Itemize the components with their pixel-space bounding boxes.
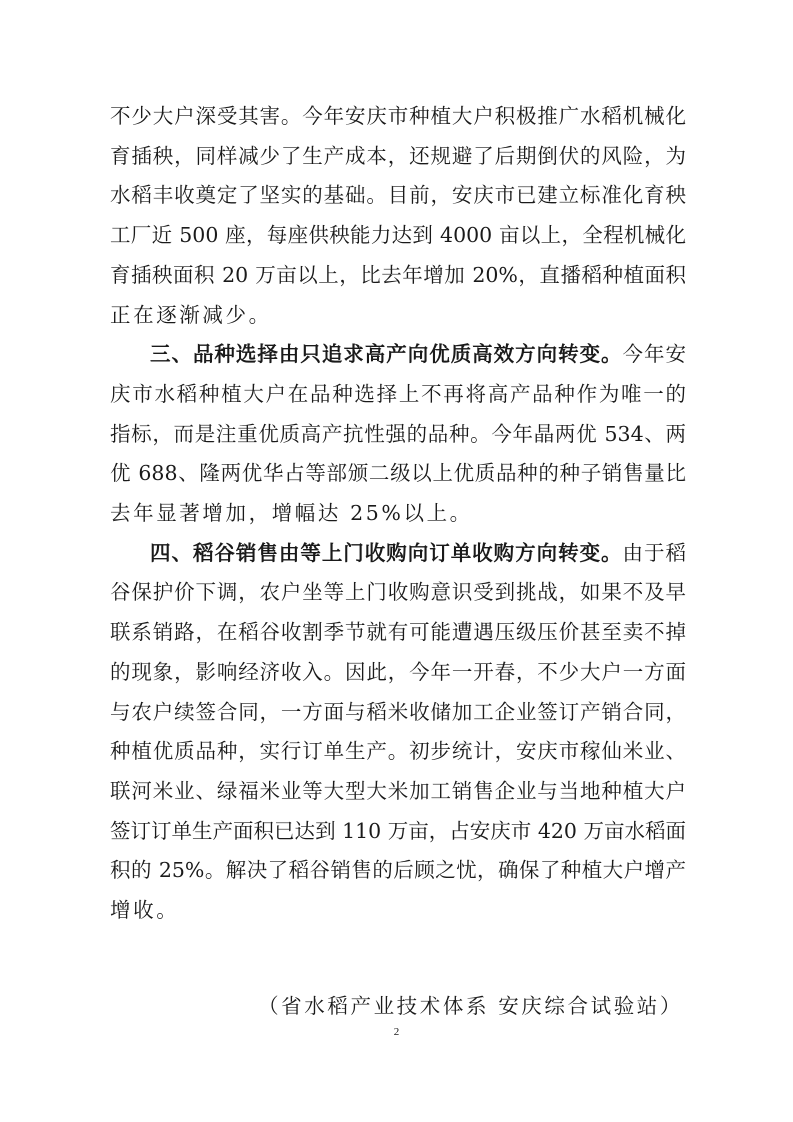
- paragraph-line: 与农户续签合同，一方面与稻米收储加工企业签订产销合同，: [110, 699, 686, 724]
- paragraph-line: 指标，而是注重优质高产抗性强的品种。今年晶两优 534、两: [110, 421, 686, 446]
- paragraph-line: 联系销路，在稻谷收割季节就有可能遭遇压级压价甚至卖不掉: [110, 620, 686, 645]
- paragraph-line: 谷保护价下调，农户坐等上门收购意识受到挑战，如果不及早: [110, 580, 686, 605]
- paragraph-line: 育插秧，同样减少了生产成本，还规避了后期倒伏的风险，为: [110, 143, 686, 168]
- paragraph-line: 的现象，影响经济收入。因此，今年一开春，不少大户一方面: [110, 659, 686, 684]
- paragraph-line: 签订订单生产面积已达到 110 万亩，占安庆市 420 万亩水稻面: [110, 818, 686, 843]
- section-3-heading: 三、品种选择由只追求高产向优质高效方向转变。: [150, 342, 623, 367]
- paragraph-line: 水稻丰收奠定了坚实的基础。目前，安庆市已建立标准化育秧: [110, 183, 686, 208]
- paragraph-line: 种植优质品种，实行订单生产。初步统计，安庆市稼仙米业、: [110, 739, 686, 764]
- section-3-first-line: [150, 334, 686, 374]
- paragraph-line: 工厂近 500 座，每座供秧能力达到 4000 亩以上，全程机械化: [110, 223, 686, 248]
- paragraph-line: 增收。: [110, 898, 180, 922]
- paragraph-line: 庆市水稻种植大户在品种选择上不再将高产品种作为唯一的: [110, 381, 686, 406]
- paragraph-line: 正在逐渐减少。: [110, 302, 272, 327]
- paragraph-line: 育插秧面积 20 万亩以上，比去年增加 20%，直播稻种植面积: [110, 262, 686, 287]
- paragraph-line: 去年显著增加，增幅达 25%以上。: [110, 501, 473, 525]
- paragraph-line: 积的 25%。解决了稻谷销售的后顾之忧，确保了种植大户增产: [110, 858, 686, 883]
- section-4-first-tail: 由于稻: [622, 540, 687, 565]
- section-3-first-tail: 今年安: [622, 342, 687, 367]
- source-attribution: （省水稻产业技术体系 安庆综合试验站）: [258, 994, 683, 1018]
- paragraph-line: 优 688、隆两优华占等部颁二级以上优质品种的种子销售量比: [110, 461, 686, 486]
- paragraph-line: 联河米业、绿福米业等大型大米加工销售企业与当地种植大户: [110, 778, 686, 803]
- section-4-heading: 四、稻谷销售由等上门收购向订单收购方向转变。: [150, 540, 623, 565]
- section-4-first-line: [150, 533, 686, 573]
- page-number: 2: [393, 1026, 400, 1038]
- paragraph-line: 不少大户深受其害。今年安庆市种植大户积极推广水稻机械化: [110, 104, 686, 128]
